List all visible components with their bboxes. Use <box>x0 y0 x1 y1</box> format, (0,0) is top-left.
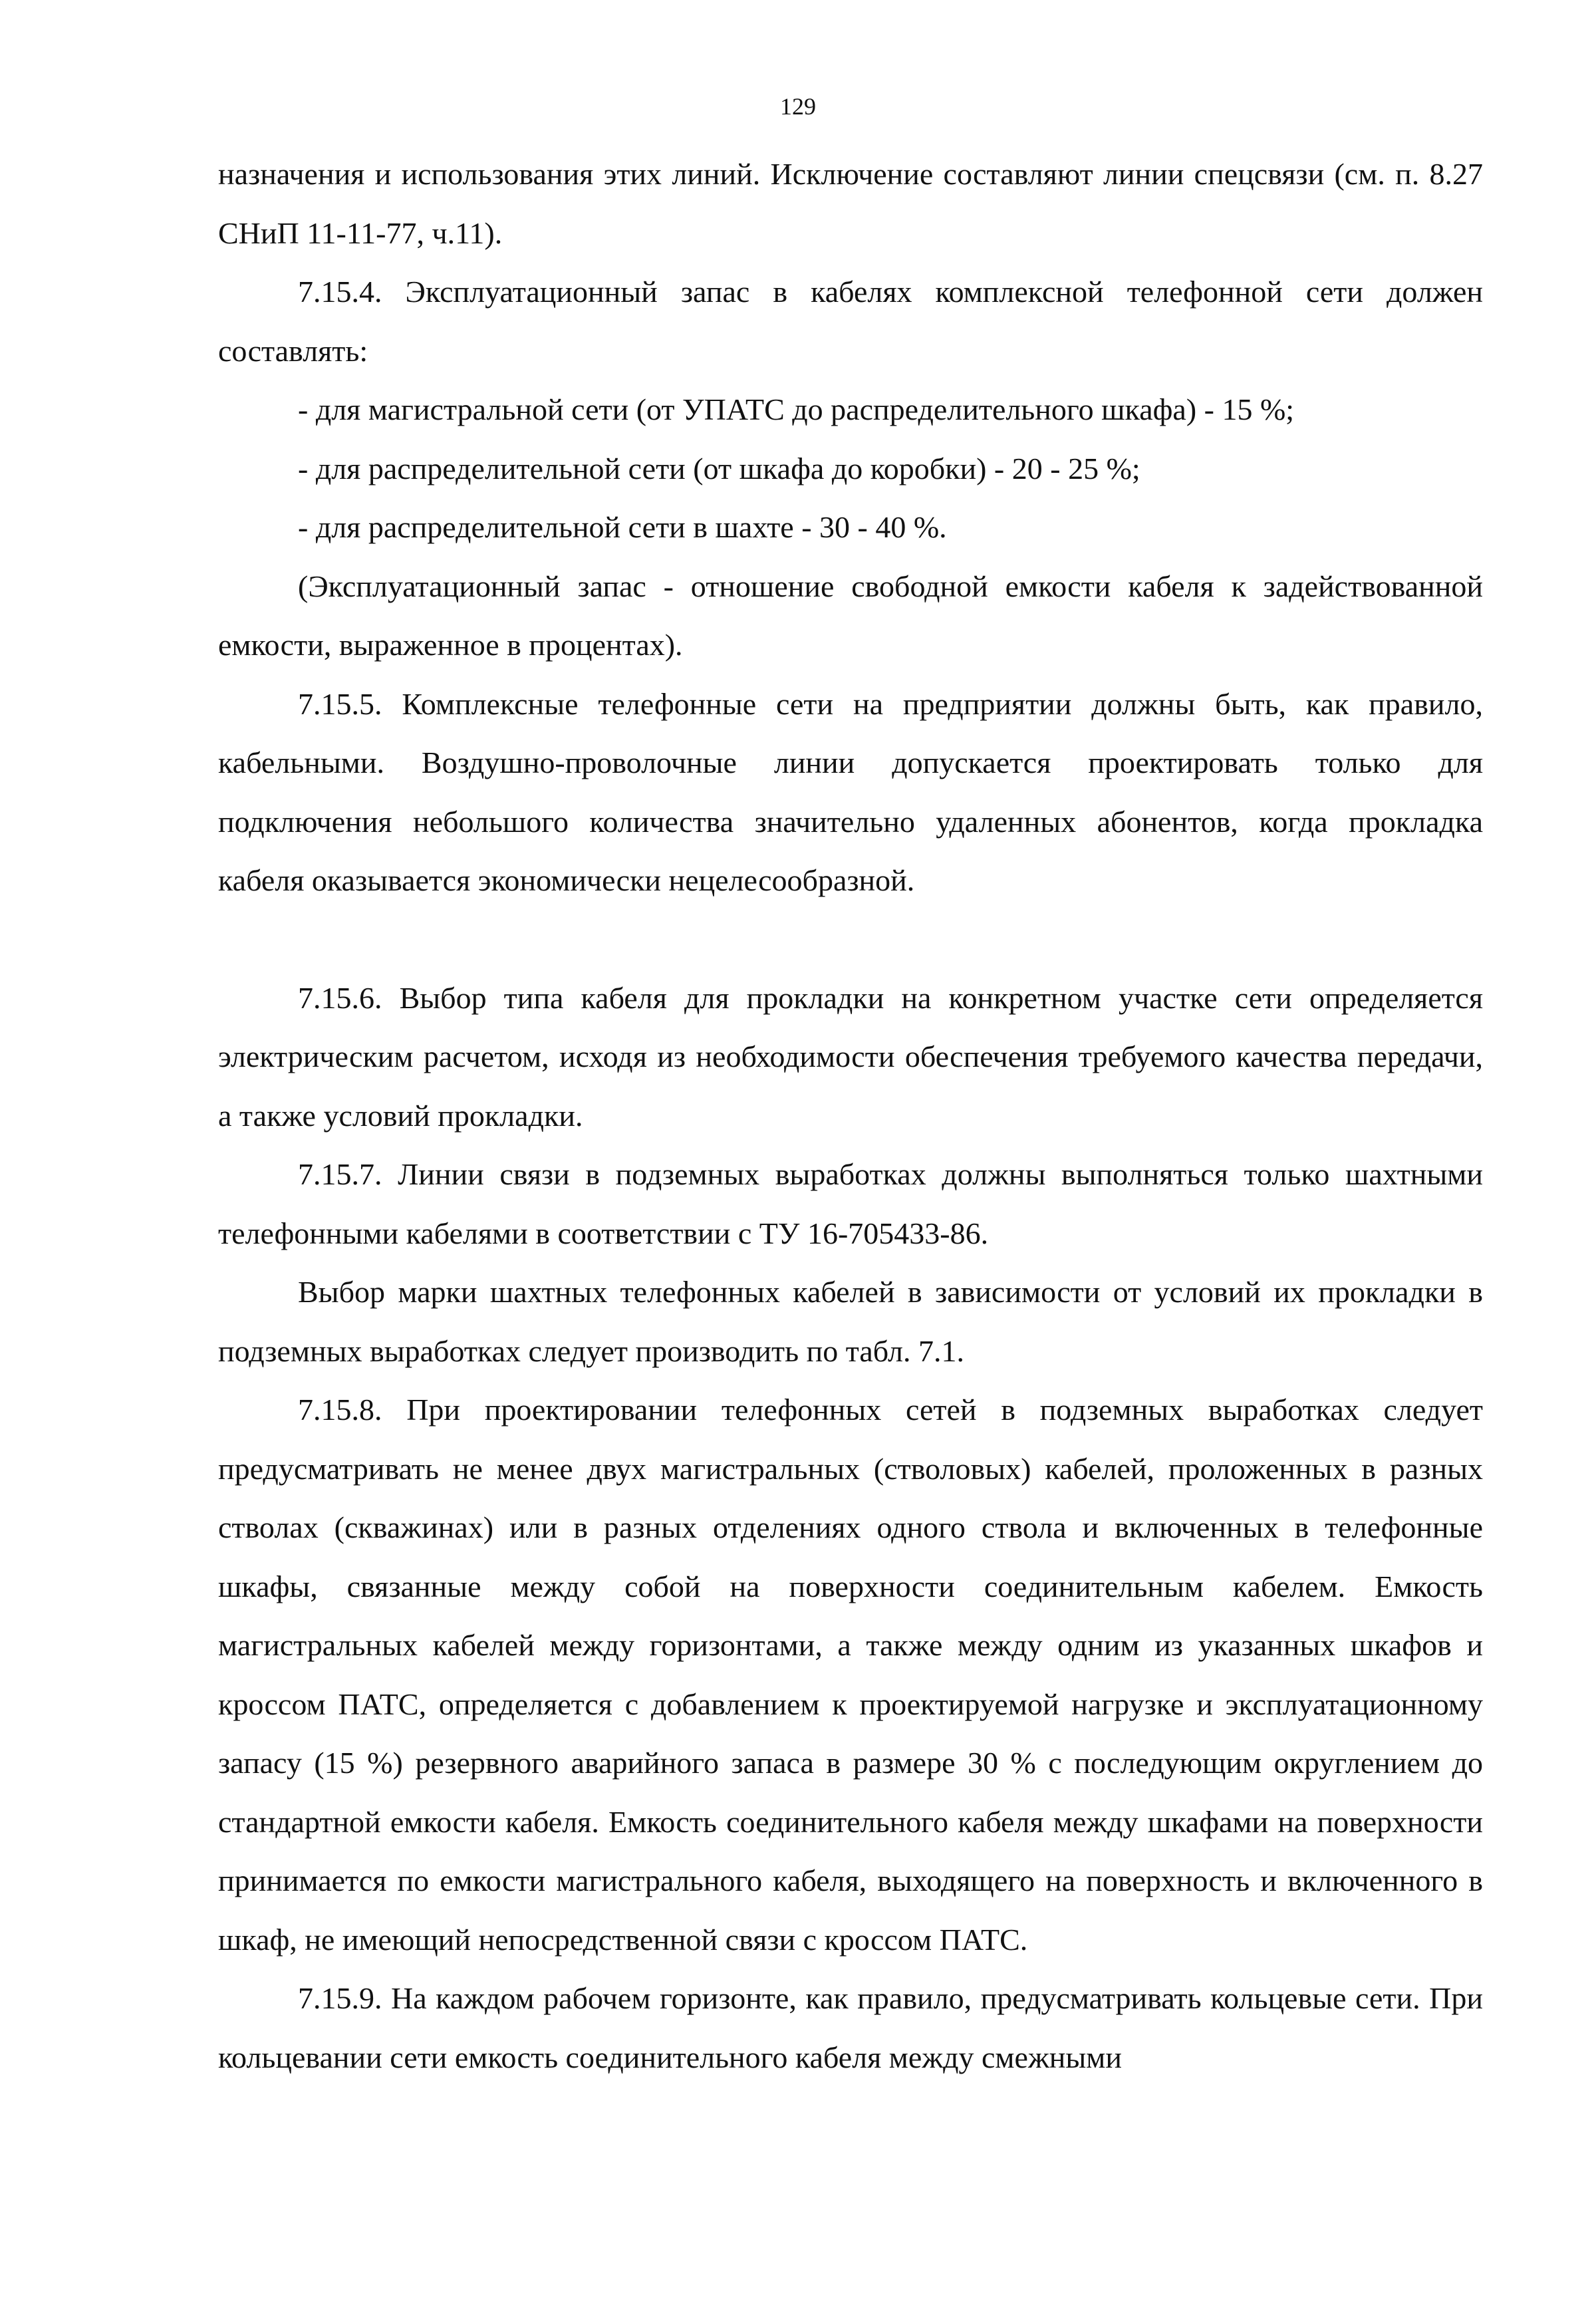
list-item: - для распределительной сети (от шкафа до коробки) - 20 - 25 %; <box>298 451 1140 485</box>
paragraph-7-15-9: 7.15.9. На каждом рабочем горизонте, как правило, предусматривать кольцевые сети. При кольцевании сети емкость соединительного кабеля между смежными <box>218 1981 1483 2074</box>
list-item: - для распределительной сети в шахте - 30 - 40 %. <box>298 510 947 544</box>
list-item: - для магистральной сети (от УПАТС до распределительного шкафа) - 15 %; <box>298 392 1295 426</box>
paragraph-note: (Эксплуатационный запас - отношение свободной емкости кабеля к задействованной емкости, выраженное в процентах). <box>218 569 1483 662</box>
page-number: 129 <box>780 93 816 120</box>
paragraph-7-15-6: 7.15.6. Выбор типа кабеля для прокладки на конкретном участке сети определяется электрическим расчетом, исходя из необходимости обеспечения требуемого качества передачи, а также условий прокладки. <box>218 980 1483 1133</box>
paragraph-7-15-7-continuation: Выбор марки шахтных телефонных кабелей в зависимости от условий их прокладки в подземных выработках следует производить по табл. 7.1. <box>218 1275 1483 1368</box>
paragraph-7-15-4: 7.15.4. Эксплуатационный запас в кабелях комплексной телефонной сети должен составлять: <box>218 275 1483 368</box>
paragraph-continuation: назначения и использования этих линий. Исключение составляют линии спецсвязи (см. п. 8.27 СНиП 11-11-77, ч.11). <box>218 157 1483 250</box>
document-body <box>218 145 1483 2087</box>
paragraph-7-15-8: 7.15.8. При проектировании телефонных сетей в подземных выработках следует предусматривать не менее двух магистральных (стволовых) кабелей, проложенных в разных стволах (скважинах) или в разных отделениях одного ствола и включенных в телефонные шкафы, связанные между собой на поверхности соединительным кабелем. Емкость магистральных кабелей между горизонтами, а также между одним из указанных шкафов и кроссом ПАТС, определяется с добавлением к проектируемой нагрузке и эксплуатационному запасу (15 %) резервного аварийного запаса в размере 30 % с последующим округлением до стандартной емкости кабеля. Емкость соединительного кабеля между шкафами на поверхности принимается по емкости магистрального кабеля, выходящего на поверхность и включенного в шкаф, не имеющий непосредственной связи с кроссом ПАТС. <box>218 1393 1483 1957</box>
paragraph-7-15-7: 7.15.7. Линии связи в подземных выработках должны выполняться только шахтными телефонными кабелями в соответствии с ТУ 16-705433-86. <box>218 1157 1483 1250</box>
paragraph-7-15-5: 7.15.5. Комплексные телефонные сети на предприятии должны быть, как правило, кабельными. Воздушно-проволочные линии допускается проектировать только для подключения небольшого количества значительно удаленных абонентов, когда прокладка кабеля оказывается экономически нецелесообразной. <box>218 686 1483 897</box>
